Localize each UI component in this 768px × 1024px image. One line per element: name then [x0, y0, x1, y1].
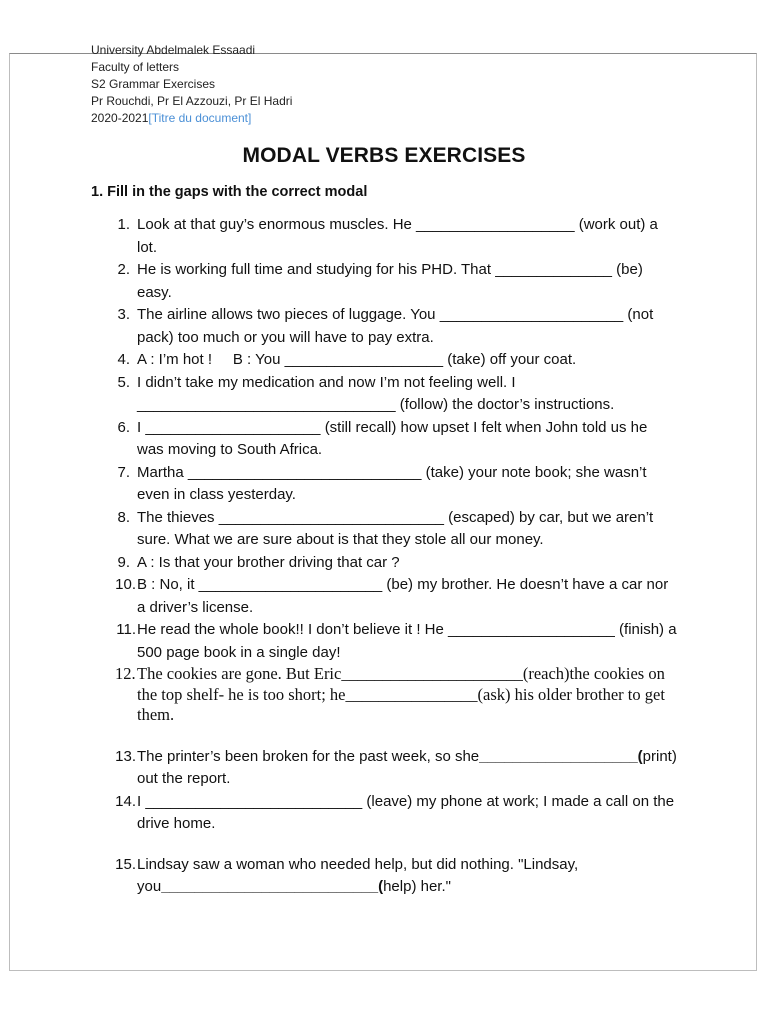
list-item	[0, 791, 768, 836]
header-year: 2020-2021	[91, 111, 149, 125]
document-title-placeholder[interactable]: [Titre du document]	[148, 111, 252, 125]
item-text: A : Is that your brother driving that car ?	[137, 553, 400, 571]
item-number: 12.	[115, 664, 136, 683]
document-header	[91, 42, 292, 127]
list-item	[0, 372, 768, 417]
item-text: He read the whole book!! I don’t believe it ! He ____________________ (finish) a 500 page book in a single day!	[137, 621, 681, 661]
header-year-line	[91, 110, 292, 127]
exercise-list	[0, 214, 768, 899]
item-number: 10.	[115, 576, 136, 593]
list-item	[0, 552, 768, 575]
item-text	[137, 856, 582, 896]
item-text-end: print) out the report.	[137, 747, 682, 787]
item-text: Martha ____________________________ (take) your note book; she wasn’t even in class yesterday.	[137, 463, 651, 503]
item-number: 5.	[117, 373, 130, 391]
item-number: 3.	[117, 306, 130, 323]
header-faculty: Faculty of letters	[91, 60, 180, 74]
item-text: Look at that guy’s enormous muscles. He ___________________ (work out) a lot.	[137, 216, 663, 256]
header-university: University Abdelmalek Essaadi	[91, 43, 256, 57]
item-number: 7.	[117, 463, 130, 481]
item-text: The airline allows two pieces of luggage. You ______________________ (not pack) too much or you will have to pay extra.	[137, 306, 658, 346]
item-text: B : No, it ______________________ (be) my brother. He doesn’t have a car nor a driver’s license.	[137, 576, 673, 616]
item-number: 14.	[115, 792, 136, 810]
item-text: The cookies are gone. But Eric______________________(reach)the cookies on the top shelf- he is too short; he________________(ask) his older brother to get them.	[137, 664, 670, 724]
spacer	[0, 836, 768, 854]
list-item	[0, 417, 768, 462]
list-item	[0, 349, 768, 372]
item-text: A : I’m hot ! B : You ___________________ (take) off your coat.	[137, 351, 577, 368]
list-item	[0, 854, 768, 899]
answer-blank[interactable]: ___________________(	[479, 747, 643, 765]
item-text	[137, 748, 681, 788]
item-number: 8.	[117, 508, 130, 526]
page-title: MODAL VERBS EXERCISES	[242, 144, 526, 167]
item-number: 15.	[115, 855, 136, 873]
item-number: 13.	[115, 747, 136, 765]
list-item	[0, 664, 768, 726]
item-number: 6.	[117, 418, 130, 436]
list-item	[0, 746, 768, 791]
item-number: 4.	[117, 351, 130, 368]
item-text-end: help) her."	[383, 878, 451, 895]
item-number: 9.	[117, 553, 130, 571]
section-heading: 1. Fill in the gaps with the correct modal	[91, 184, 368, 200]
item-text-start: Lindsay saw a woman who needed help, but did nothing. "Lindsay, you	[137, 855, 583, 895]
list-item	[0, 507, 768, 552]
item-text: I __________________________ (leave) my phone at work; I made a call on the drive home.	[137, 792, 679, 832]
item-text: I didn’t take my medication and now I’m not feeling well. I _______________________________ (follow) the doctor’s instructions.	[137, 373, 615, 413]
item-text: He is working full time and studying for his PHD. That ______________ (be) easy.	[137, 261, 648, 301]
header-professors: Pr Rouchdi, Pr El Azzouzi, Pr El Hadri	[91, 94, 293, 108]
list-item	[0, 574, 768, 619]
item-text-start: The printer’s been broken for the past week, so she	[137, 747, 480, 765]
spacer	[0, 726, 768, 746]
list-item	[0, 619, 768, 664]
list-item	[0, 259, 768, 304]
header-course: S2 Grammar Exercises	[91, 77, 216, 91]
list-item	[0, 462, 768, 507]
answer-blank[interactable]: __________________________(	[161, 878, 384, 895]
item-text: I _____________________ (still recall) how upset I felt when John told us he was moving to South Africa.	[137, 418, 652, 458]
item-number: 1.	[117, 216, 130, 233]
list-item	[0, 214, 768, 259]
item-number: 2.	[117, 261, 130, 278]
item-text: The thieves ___________________________ (escaped) by car, but we aren’t sure. What we are sure about is that they stole all our money.	[137, 508, 658, 548]
item-number: 11.	[116, 621, 136, 638]
list-item	[0, 304, 768, 349]
